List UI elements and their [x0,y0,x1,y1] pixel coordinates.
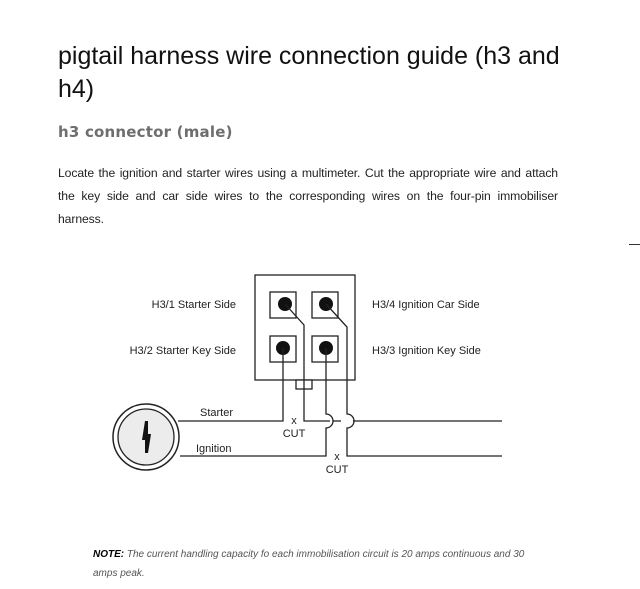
note-paragraph [93,545,533,583]
section-heading: h3 connector (male) [58,123,233,141]
ignition-cut-x: x [334,451,340,463]
label-h3-1: H3/1 Starter Side [151,299,236,311]
label-ignition-wire: Ignition [196,443,232,455]
wire-labels [196,407,233,455]
ignition-cut-label: CUT [325,464,349,476]
starter-cut-label: CUT [282,428,306,440]
note-label: NOTE: [93,549,125,560]
instructions-paragraph: Locate the ignition and starter wires using a multimeter. Cut the appropriate wire and attach the key side and car side wires to the corresponding wires on the four-pin immobiliser harness. [58,166,558,226]
ignition-key-switch [113,404,179,470]
cut-marks [283,415,349,476]
label-h3-4: H3/4 Ignition Car Side [372,299,480,311]
page-title: pigtail harness wire connection guide (h3 and h4) [58,42,560,103]
label-h3-3: H3/3 Ignition Key Side [372,345,481,357]
h3-connector [255,275,355,389]
label-starter-wire: Starter [200,407,234,419]
note-text: The current handling capacity fo each immobilisation circuit is 20 amps continuous and 30 amps peak. [93,549,525,579]
label-h3-2: H3/2 Starter Key Side [129,345,236,357]
starter-cut-x: x [291,415,297,427]
